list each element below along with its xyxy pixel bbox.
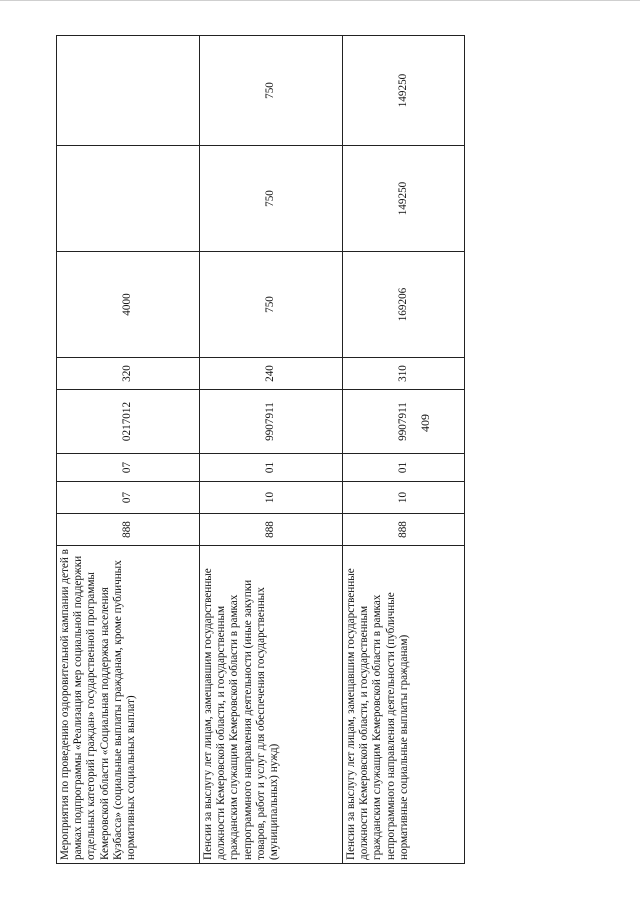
- cell-ved: 888: [57, 514, 200, 546]
- cell-vr: 320: [57, 358, 200, 390]
- rotated-table-container: [56, 36, 464, 864]
- cell-sum3: 750: [200, 36, 343, 146]
- cell-sum3: 149250: [343, 36, 465, 146]
- cell-sum1: 4000: [57, 252, 200, 358]
- cell-sum2: 149250: [343, 146, 465, 252]
- table-row: [57, 36, 200, 864]
- cell-rz: 10: [200, 482, 343, 514]
- cell-pr: 01: [343, 454, 465, 482]
- cell-ved: 888: [200, 514, 343, 546]
- cell-ved: 888: [343, 514, 465, 546]
- table-row: [200, 36, 343, 864]
- cell-sum3: [57, 36, 200, 146]
- cell-sum2: 750: [200, 146, 343, 252]
- row-name: Пенсии за выслугу лет лицам, замещавшим государственные должности Кемеровской области, и государственным гражданским служащим Кемеровской области в рамках непрограммного направления деятельности (иные закупки товаров, работ и услуг для обеспечения государственных (муниципальных) нужд): [200, 546, 343, 864]
- row-name: Мероприятия по проведению оздоровительной кампании детей в рамках подпрограммы «Реализация мер социальной поддержки отдельных категорий граждан» государственной программы Кемеровской области «Социальная поддержка населения Кузбасса» (социальные выплаты гражданам, кроме публичных нормативных социальных выплат): [57, 546, 200, 864]
- cell-sum1: 750: [200, 252, 343, 358]
- cell-rz: 07: [57, 482, 200, 514]
- cell-sum2: [57, 146, 200, 252]
- cell-vr: 310: [343, 358, 465, 390]
- cell-csr: 9907911: [200, 390, 343, 454]
- cell-rz: 10: [343, 482, 465, 514]
- cell-csr: 9907911: [343, 390, 465, 454]
- cell-pr: 01: [200, 454, 343, 482]
- cell-vr: 240: [200, 358, 343, 390]
- scan-edge-line: [0, 0, 640, 4]
- page-number: 409: [418, 414, 432, 432]
- cell-sum1: 169206: [343, 252, 465, 358]
- row-name: Пенсии за выслугу лет лицам, замещавшим государственные должности Кемеровской области, и государственным гражданским служащим Кемеровской области в рамках непрограммного направления деятельности (публичные нормативные социальные выплаты гражданам): [343, 546, 465, 864]
- cell-csr: 0217012: [57, 390, 200, 454]
- table-row: [343, 36, 465, 864]
- budget-table: [56, 35, 465, 864]
- cell-pr: 07: [57, 454, 200, 482]
